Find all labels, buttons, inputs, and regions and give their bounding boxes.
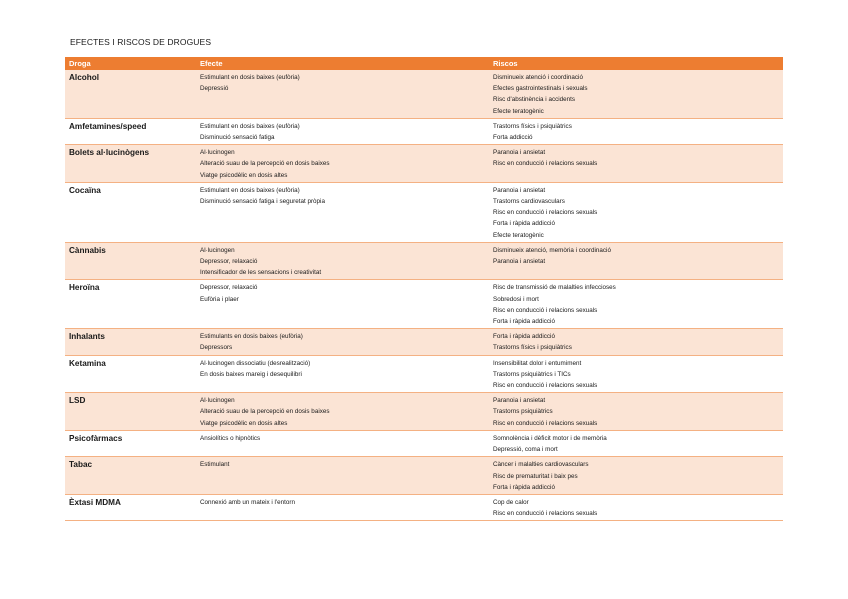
table-row <box>65 329 783 355</box>
risk-item: Risc en conducció i relacions sexuals <box>493 510 598 518</box>
effect-cell <box>196 355 489 393</box>
table-row <box>65 393 783 431</box>
effect-item: Estimulant en dosis baixes (eufòria) <box>200 186 300 194</box>
effect-cell <box>196 182 489 242</box>
effect-item: Estimulant en dosis baixes (eufòria) <box>200 122 300 130</box>
drug-name-cell: Tabac <box>65 457 196 495</box>
effect-cell <box>196 145 489 183</box>
risk-item: Càncer i malalties cardiovasculars <box>493 461 589 469</box>
effect-item: Depressors <box>200 344 233 352</box>
effect-cell <box>196 70 489 118</box>
column-header-drug: Droga <box>65 57 196 70</box>
drug-name-cell: LSD <box>65 393 196 431</box>
table-body <box>65 70 783 521</box>
column-header-risks: Riscos <box>489 57 783 70</box>
effect-item: En dosis baixes mareig i desequilibri <box>200 370 302 378</box>
risk-item: Forta i ràpida addicció <box>493 318 555 326</box>
effect-item: Ansiolítics o hipnòtics <box>200 434 261 442</box>
risk-item: Disminueix atenció, memòria i coordinació <box>493 246 611 254</box>
effect-item: Al·lucinogen <box>200 246 235 254</box>
risk-item: Trastorns físics i psiquiàtrics <box>493 122 572 130</box>
risk-item: Somnolència i dèficit motor i de memòria <box>493 434 607 442</box>
table-row <box>65 118 783 144</box>
effect-item: Eufòria i plaer <box>200 295 239 303</box>
table-header-row <box>65 57 783 70</box>
table-row <box>65 494 783 520</box>
drug-name-cell: Ketamina <box>65 355 196 393</box>
risk-item: Depressió, coma i mort <box>493 446 558 454</box>
risk-item: Paranoia i ansietat <box>493 186 546 194</box>
drug-name-cell: Cànnabis <box>65 242 196 280</box>
risk-item: Efecte teratogènic <box>493 107 544 115</box>
effect-cell <box>196 242 489 280</box>
risk-item: Risc en conducció i relacions sexuals <box>493 306 598 314</box>
risk-item: Risc en conducció i relacions sexuals <box>493 160 598 168</box>
effect-item: Intensificador de les sensacions i creativitat <box>200 269 322 277</box>
risk-item: Forta addicció <box>493 134 533 142</box>
drug-name-cell: Psicofàrmacs <box>65 430 196 456</box>
document-title: EFECTES I RISCOS DE DROGUES <box>70 37 212 47</box>
table-row <box>65 242 783 280</box>
drug-name-cell: Inhalants <box>65 329 196 355</box>
risk-cell <box>489 430 783 456</box>
drug-name-cell: Cocaïna <box>65 182 196 242</box>
risk-item: Disminueix atenció i coordinació <box>493 74 583 81</box>
effect-item: Al·lucinogen <box>200 397 235 405</box>
effect-item: Viatge psicodèlic en dosis altes <box>200 171 288 179</box>
effect-cell <box>196 494 489 520</box>
table-row <box>65 70 783 118</box>
risk-item: Paranoia i ansietat <box>493 258 546 266</box>
drug-name-cell: Alcohol <box>65 70 196 118</box>
drug-name-cell: Heroïna <box>65 280 196 329</box>
risk-cell <box>489 329 783 355</box>
effect-cell <box>196 329 489 355</box>
risk-cell <box>489 182 783 242</box>
effect-item: Alteració suau de la percepció en dosis baixes <box>200 160 330 168</box>
effect-item: Connexió amb un mateix i l'entorn <box>200 498 296 506</box>
effect-item: Depressió <box>200 85 229 93</box>
risk-item: Trastorns psiquiàtrics <box>493 408 553 416</box>
risk-item: Paranoia i ansietat <box>493 397 546 405</box>
table-row <box>65 457 783 495</box>
table-row <box>65 430 783 456</box>
drug-name-cell: Èxtasi MDMA <box>65 494 196 520</box>
risk-cell <box>489 355 783 393</box>
table-row <box>65 182 783 242</box>
drug-name-cell: Bolets al·lucinògens <box>65 145 196 183</box>
effect-cell <box>196 280 489 329</box>
effect-cell <box>196 393 489 431</box>
risk-item: Cop de calor <box>493 498 529 506</box>
table-row <box>65 280 783 329</box>
table-row <box>65 145 783 183</box>
risk-cell <box>489 393 783 431</box>
risk-item: Risc de transmissió de malalties infeccioses <box>493 284 616 292</box>
risk-item: Risc en conducció i relacions sexuals <box>493 209 598 217</box>
column-header-effect: Efecte <box>196 57 489 70</box>
risk-item: Forta i ràpida addicció <box>493 220 555 228</box>
effect-item: Disminució sensació fatiga i seguretat pròpia <box>200 198 325 206</box>
risk-item: Trastorns psiquiàtrics i TICs <box>493 370 571 378</box>
risk-item: Forta i ràpida addicció <box>493 483 555 491</box>
risk-item: Trastorns físics i psiquiàtrics <box>493 344 572 352</box>
risk-item: Insensibilitat dolor i entumiment <box>493 359 582 367</box>
risk-cell <box>489 457 783 495</box>
drug-name-cell: Amfetamines/speed <box>65 118 196 144</box>
risk-cell <box>489 70 783 118</box>
risk-item: Sobredosi i mort <box>493 295 539 303</box>
risk-item: Paranoia i ansietat <box>493 149 546 157</box>
effect-item: Al·lucinogen <box>200 149 235 157</box>
risk-item: Trastorns cardiovasculars <box>493 198 565 206</box>
risk-cell <box>489 242 783 280</box>
effect-item: Viatge psicodèlic en dosis altes <box>200 419 288 427</box>
risk-cell <box>489 280 783 329</box>
effect-item: Estimulant en dosis baixes (eufòria) <box>200 74 300 81</box>
risk-item: Risc de prematuritat i baix pes <box>493 472 578 480</box>
risk-item: Efecte teratogènic <box>493 231 544 239</box>
risk-item: Risc en conducció i relacions sexuals <box>493 382 598 390</box>
drugs-table <box>65 57 783 521</box>
risk-cell <box>489 494 783 520</box>
effect-item: Estimulant <box>200 461 230 469</box>
effect-item: Al·lucinogen dissociatiu (desrealització) <box>200 359 311 367</box>
effect-cell <box>196 430 489 456</box>
risk-item: Risc d'abstinència i accidents <box>493 96 576 104</box>
effect-item: Depressor, relaxació <box>200 284 258 292</box>
effect-cell <box>196 118 489 144</box>
risk-item: Efectes gastrointestinals i sexuals <box>493 85 588 93</box>
effect-cell <box>196 457 489 495</box>
effect-item: Disminució sensació fatiga <box>200 134 275 142</box>
effect-item: Depressor, relaxació <box>200 258 258 266</box>
effect-item: Alteració suau de la percepció en dosis baixes <box>200 408 330 416</box>
effect-item: Estimulants en dosis baixes (eufòria) <box>200 333 303 341</box>
table-row <box>65 355 783 393</box>
risk-item: Risc en conducció i relacions sexuals <box>493 419 598 427</box>
risk-item: Forta i ràpida addicció <box>493 333 555 341</box>
risk-cell <box>489 118 783 144</box>
risk-cell <box>489 145 783 183</box>
